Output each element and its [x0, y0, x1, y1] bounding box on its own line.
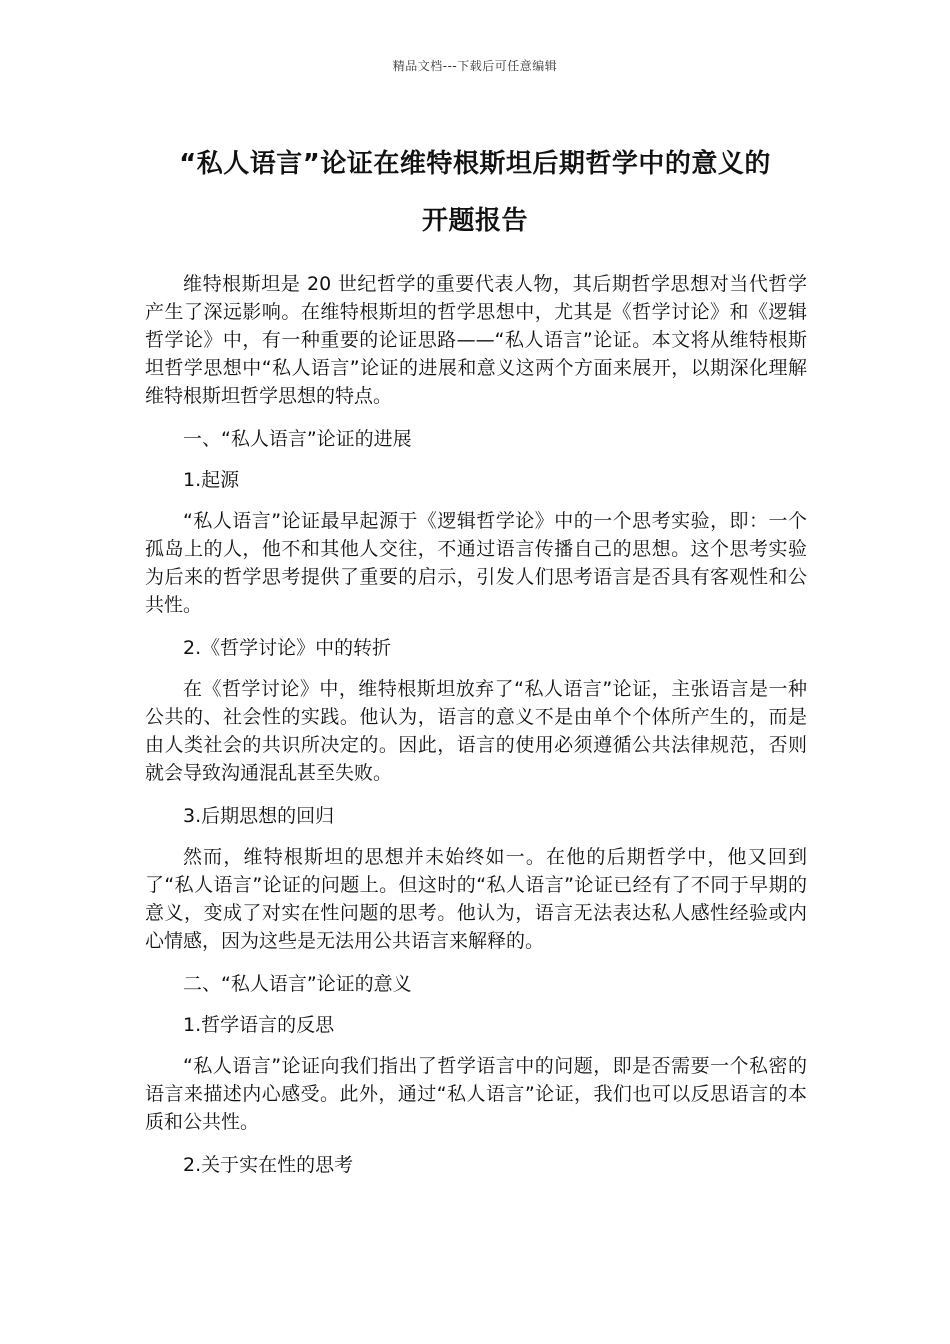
title-line-2: 开题报告	[421, 206, 528, 236]
title-line-1: “私人语言”论证在维特根斯坦后期哲学中的意义的	[179, 149, 771, 179]
paragraph-reflection: “私人语言”论证向我们指出了哲学语言中的问题，即是否需要一个私密的语言来描述内心感受。此外，通过“私人语言”论证，我们也可以反思语言的本质和公共性。	[145, 1055, 807, 1133]
subheading-reality: 2.关于实在性的思考	[183, 1154, 354, 1176]
paragraph-turning-point: 在《哲学讨论》中，维特根斯坦放弃了“私人语言”论证，主张语言是一种公共的、社会性的实践。他认为，语言的意义不是由单个个体所产生的，而是由人类社会的共识所决定的。因此，语言的使用必须遵循公共法律规范，否则就会导致沟通混乱甚至失败。	[145, 678, 807, 784]
subheading-origin: 1.起源	[183, 469, 240, 491]
document-title	[100, 136, 850, 250]
document-body	[145, 270, 807, 1192]
header-note: 精品文档---下载后可任意编辑	[392, 59, 558, 73]
subheading-turning-point: 2.《哲学讨论》中的转折	[183, 637, 392, 659]
section-heading-significance: 二、“私人语言”论证的意义	[183, 973, 412, 995]
subheading-return: 3.后期思想的回归	[183, 805, 335, 827]
paragraph-return: 然而，维特根斯坦的思想并未始终如一。在他的后期哲学中，他又回到了“私人语言”论证的问题上。但这时的“私人语言”论证已经有了不同于早期的意义，变成了对实在性问题的思考。他认为，语言无法表达私人感性经验或内心情感，因为这些是无法用公共语言来解释的。	[145, 846, 807, 952]
paragraph-origin: “私人语言”论证最早起源于《逻辑哲学论》中的一个思考实验，即：一个孤岛上的人，他不和其他人交往，不通过语言传播自己的思想。这个思考实验为后来的哲学思考提供了重要的启示，引发人们思考语言是否具有客观性和公共性。	[145, 510, 807, 616]
section-heading-progress: 一、“私人语言”论证的进展	[183, 428, 412, 450]
subheading-reflection: 1.哲学语言的反思	[183, 1014, 335, 1036]
intro-paragraph: 维特根斯坦是 20 世纪哲学的重要代表人物，其后期哲学思想对当代哲学产生了深远影响。在维特根斯坦的哲学思想中，尤其是《哲学讨论》和《逻辑哲学论》中，有一种重要的论证思路——“私人语言”论证。本文将从维特根斯坦哲学思想中“私人语言”论证的进展和意义这两个方面来展开，以期深化理解维特根斯坦哲学思想的特点。	[145, 273, 807, 407]
